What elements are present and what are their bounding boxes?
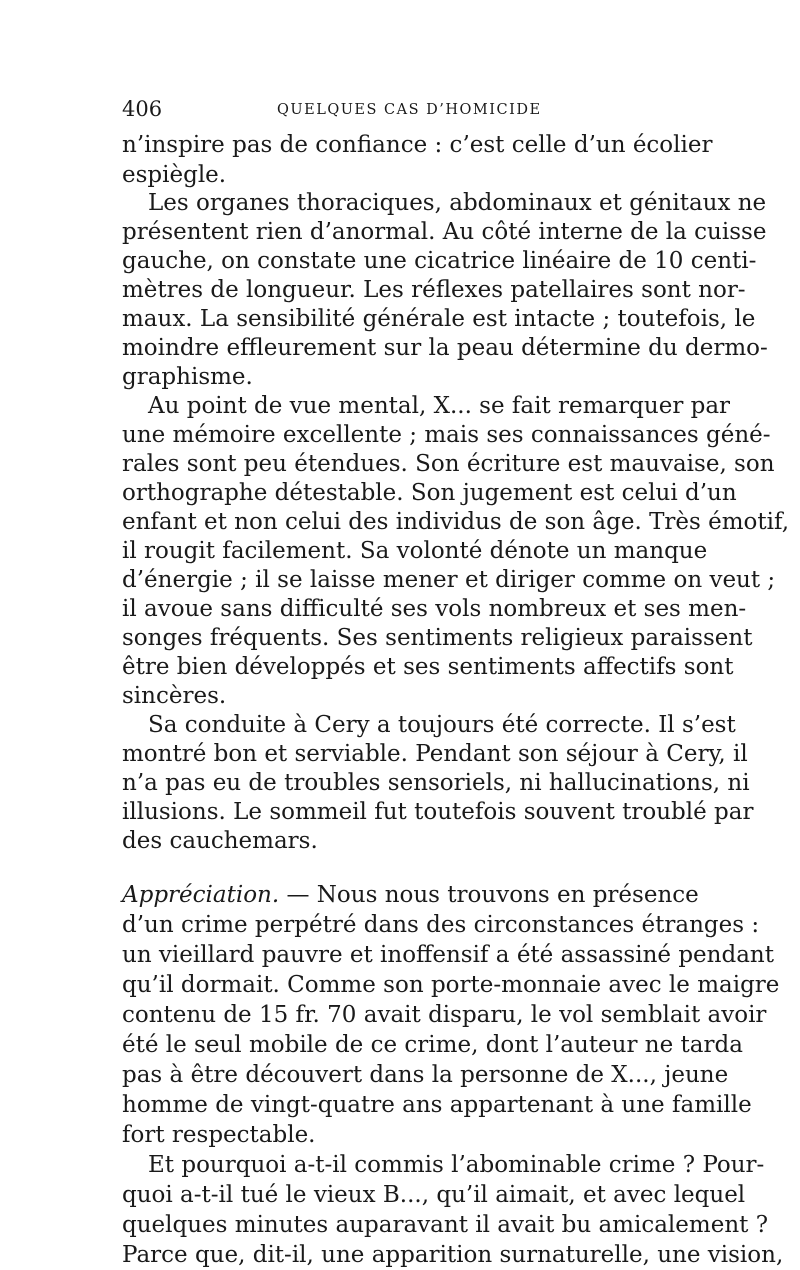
text-line: des cauchemars. <box>122 828 318 854</box>
text-line: Au point de vue mental, X... se fait remarquer par <box>148 393 731 419</box>
text-line: Parce que, dit-il, une apparition surnaturelle, une vision, <box>122 1242 784 1268</box>
text-line: n’inspire pas de confiance : c’est celle d’un écolier <box>122 132 713 158</box>
text-line: contenu de 15 fr. 70 avait disparu, le vol semblait avoir <box>122 1002 767 1028</box>
text-line: qu’il dormait. Comme son porte-monnaie avec le maigre <box>122 972 780 998</box>
text-line: été le seul mobile de ce crime, dont l’auteur ne tarda <box>122 1032 743 1058</box>
text-line: montré bon et serviable. Pendant son séjour à Cery, il <box>122 741 748 767</box>
text-line: Et pourquoi a-t-il commis l’abominable crime ? Pour- <box>148 1152 765 1178</box>
text-line: quoi a-t-il tué le vieux B..., qu’il aimait, et avec lequel <box>122 1182 746 1208</box>
text-line: n’a pas eu de troubles sensoriels, ni hallucinations, ni <box>122 770 750 796</box>
appreciation-first-line <box>122 880 699 910</box>
running-title: QUELQUES CAS D’HOMICIDE <box>277 102 542 118</box>
text-line: présentent rien d’anormal. Au côté interne de la cuisse <box>122 219 767 245</box>
text-line: pas à être découvert dans la personne de X..., jeune <box>122 1062 729 1088</box>
text-line: être bien développés et ses sentiments affectifs sont <box>122 654 734 680</box>
text-line: espiègle. <box>122 162 227 188</box>
text-line: songes fréquents. Ses sentiments religieux paraissent <box>122 625 753 651</box>
text-line: fort respectable. <box>122 1122 316 1148</box>
text-line: graphisme. <box>122 364 253 390</box>
text-line: homme de vingt-quatre ans appartenant à une famille <box>122 1092 752 1118</box>
page-number: 406 <box>122 97 163 121</box>
text-line: une mémoire excellente ; mais ses connaissances géné- <box>122 422 771 448</box>
text-span: — Nous nous trouvons en présence <box>279 882 699 908</box>
section-heading: Appréciation. <box>122 882 280 908</box>
text-line: moindre effleurement sur la peau détermine du dermo- <box>122 335 768 361</box>
text-line: illusions. Le sommeil fut toutefois souvent troublé par <box>122 799 754 825</box>
text-line: Les organes thoraciques, abdominaux et génitaux ne <box>148 190 767 216</box>
text-line: quelques minutes auparavant il avait bu amicalement ? <box>122 1212 769 1238</box>
text-line: mètres de longueur. Les réflexes patellaires sont nor- <box>122 277 746 303</box>
text-line: il rougit facilement. Sa volonté dénote un manque <box>122 538 708 564</box>
text-line: d’un crime perpétré dans des circonstances étranges : <box>122 912 760 938</box>
text-line: enfant et non celui des individus de son âge. Très émotif, <box>122 509 790 535</box>
text-line: gauche, on constate une cicatrice linéaire de 10 centi- <box>122 248 757 274</box>
running-head <box>122 96 670 122</box>
text-line: il avoue sans difficulté ses vols nombreux et ses men- <box>122 596 747 622</box>
text-line: sincères. <box>122 683 227 709</box>
text-line: Sa conduite à Cery a toujours été correcte. Il s’est <box>148 712 736 738</box>
text-line: maux. La sensibilité générale est intacte ; toutefois, le <box>122 306 756 332</box>
text-line: d’énergie ; il se laisse mener et diriger comme on veut ; <box>122 567 776 593</box>
text-line: un vieillard pauvre et inoffensif a été assassiné pendant <box>122 942 774 968</box>
text-line: orthographe détestable. Son jugement est celui d’un <box>122 480 737 506</box>
text-line: rales sont peu étendues. Son écriture est mauvaise, son <box>122 451 775 477</box>
